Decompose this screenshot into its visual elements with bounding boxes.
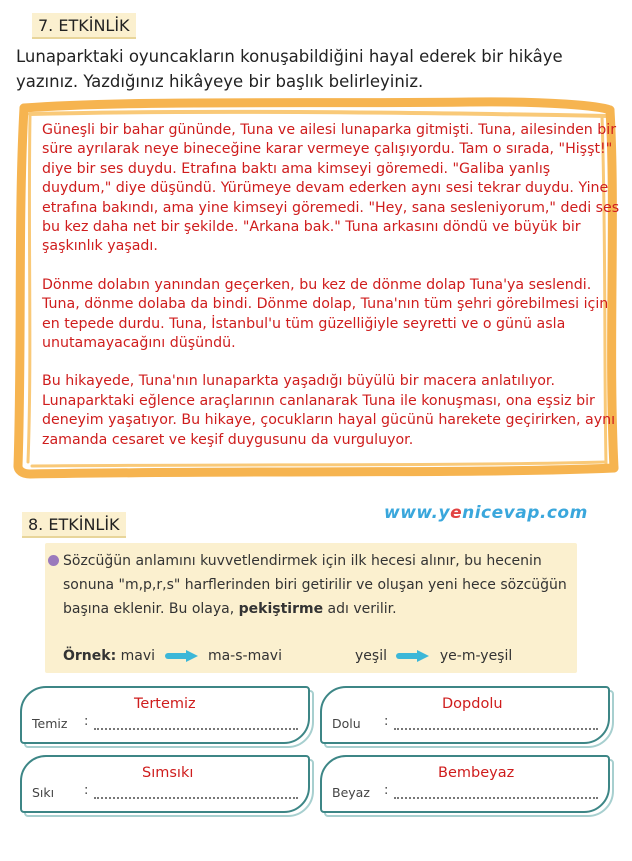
watermark-suffix: nicevap.com	[462, 503, 588, 523]
colon: :	[84, 783, 89, 798]
story-paragraph-2: Dönme dolabın yanından geçerken, bu kez de dönme dolap Tuna'ya seslendi. Tuna, dönme dolaba da bindi. Dönme dolap, Tuna'nın tüm şehri görebilmesi için en tepede durdu. Tuna, İstanbul'u tüm güzelliğiyle seyretti ve o günü asla unutamayacağını düşündü.	[42, 276, 609, 352]
answer-line	[394, 728, 598, 730]
example-1-to: ma-s-mavi	[207, 648, 282, 664]
colon: :	[84, 714, 89, 729]
example-1-from: mavi	[120, 648, 156, 664]
pill-beyaz	[320, 755, 610, 813]
colon: :	[384, 714, 389, 729]
example-label: Örnek:	[63, 648, 117, 664]
word-label: Temiz	[32, 716, 68, 731]
watermark	[384, 503, 588, 523]
story-paragraph-3: Bu hikayede, Tuna'nın lunaparkta yaşadığı büyülü bir macera anlatılıyor. Lunaparktaki eğlence araçlarının canlanarak Tuna ile konuşması, ona eşsiz bir deneyim yaşatıyor. Bu hikaye, çocukların hayal gücünü harekete geçirirken, aynı zamanda cesaret ve keşif duygusunu da vurguluyor.	[42, 373, 616, 448]
word-label: Beyaz	[332, 785, 370, 800]
bullet-icon	[48, 555, 59, 566]
activity-8-tag: 8. ETKİNLİK	[22, 512, 126, 538]
example-2	[355, 648, 512, 664]
example-2-to: ye-m-yeşil	[439, 648, 513, 664]
answer-line	[94, 728, 298, 730]
answer-line	[94, 797, 298, 799]
info-text-before: Sözcüğün anlamını kuvvetlendirmek için ilk hecesi alınır, bu hecenin sonuna "m,p,r,s" harflerinden biri getirilir ve oluşan yeni hece sözcüğün başına eklenir. Bu olaya,	[63, 553, 567, 617]
pill-siki	[20, 755, 310, 813]
info-text	[63, 549, 569, 621]
info-box	[45, 543, 577, 673]
watermark-e: e	[450, 503, 463, 523]
info-term: pekiştirme	[238, 601, 324, 617]
info-text-after: adı verilir.	[327, 601, 397, 617]
arrow-right-icon	[395, 649, 431, 663]
colon: :	[384, 783, 389, 798]
activity-7-instruction: Lunaparktaki oyuncakların konuşabildiğini hayal ederek bir hikâye yazınız. Yazdığınız hikâyeye bir başlık belirleyiniz.	[16, 47, 563, 91]
example-2-from: yeşil	[355, 648, 387, 664]
pill-dolu	[320, 686, 610, 744]
watermark-prefix: www.y	[384, 503, 451, 523]
answer-text: Dopdolu	[442, 696, 503, 712]
answer-text: Tertemiz	[134, 696, 196, 712]
story-text	[42, 121, 622, 469]
arrow-right-icon	[164, 649, 200, 663]
activity-7-tag: 7. ETKİNLİK	[32, 13, 136, 39]
word-label: Dolu	[332, 716, 361, 731]
example-1	[63, 648, 282, 664]
pill-temiz	[20, 686, 310, 744]
answer-text: Sımsıkı	[142, 765, 194, 781]
story-paragraph-1: Güneşli bir bahar gününde, Tuna ve ailesi lunaparka gitmişti. Tuna, ailesinden bir süre ayrılarak neye bineceğine karar vermeye çalışıyordu. Tam o sırada, "Hişşt!" diye bir ses duydu. Etrafına baktı ama kimseyi göremedi. "Galiba yanlış duydum," diye düşündü. Yürümeye devam ederken aynı sesi tekrar duydu. Yine etrafına bakındı, ama yine kimseyi göremedi. "Hey, sana sesleniyorum," dedi ses bu kez daha net bir şekilde. "Arkana bak." Tuna arkasını döndü ve büyük bir şaşkınlık yaşadı.	[42, 122, 620, 255]
answer-text: Bembeyaz	[438, 765, 515, 781]
word-label: Sıkı	[32, 785, 55, 800]
answer-line	[394, 797, 598, 799]
